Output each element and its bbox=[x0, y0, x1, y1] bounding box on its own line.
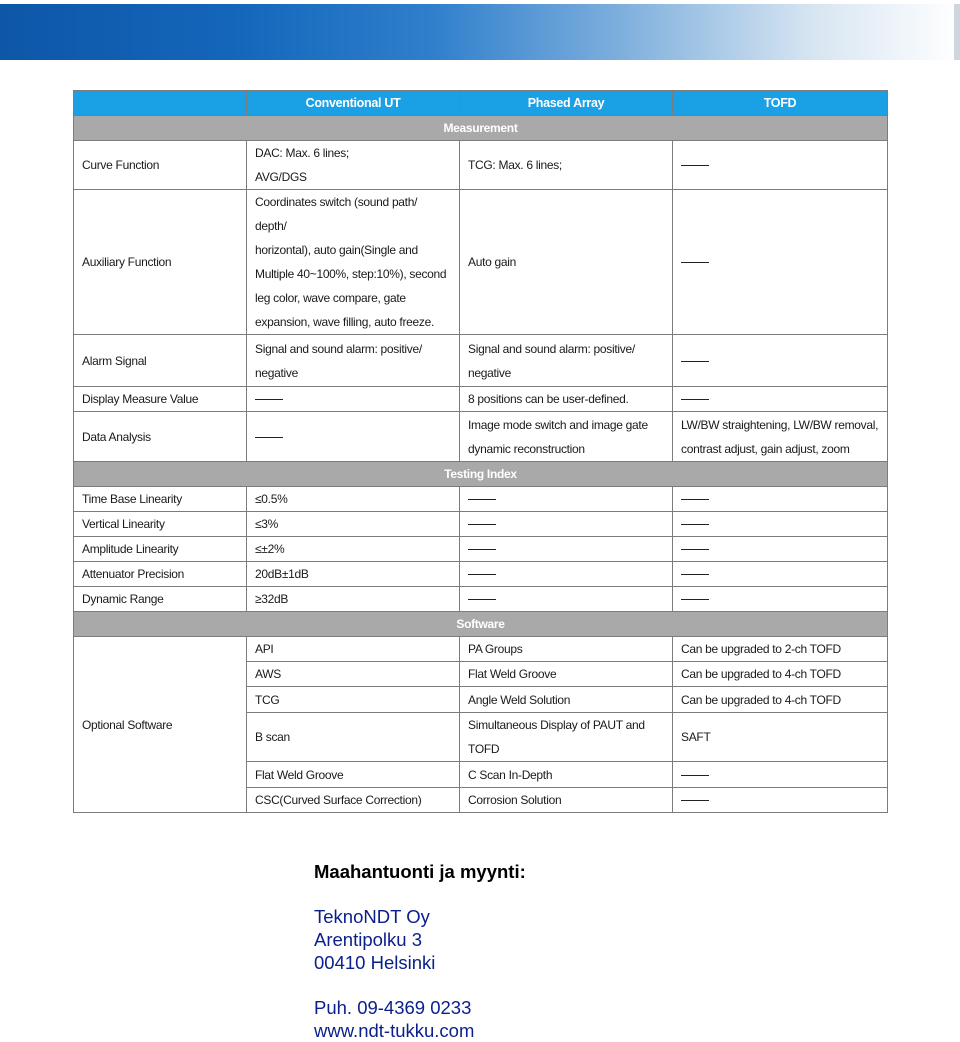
cell-conventional-ut: ≤0.5% bbox=[247, 487, 460, 512]
dash-mark bbox=[468, 524, 496, 525]
dash-mark bbox=[681, 800, 709, 801]
table-row bbox=[74, 141, 888, 190]
cell-line: Corrosion Solution bbox=[468, 793, 562, 807]
cell-conventional-ut bbox=[247, 637, 460, 662]
table-row bbox=[74, 335, 888, 387]
dash-mark bbox=[681, 775, 709, 776]
table-row bbox=[74, 190, 888, 335]
cell-line: AVG/DGS bbox=[255, 170, 307, 184]
cell-phased-array bbox=[460, 387, 673, 412]
cell-line: Signal and sound alarm: positive/ bbox=[255, 341, 422, 356]
cell-conventional-ut bbox=[247, 141, 460, 190]
cell-line: horizontal), auto gain(Single and bbox=[255, 243, 418, 257]
dash-mark bbox=[468, 574, 496, 575]
row-label: Data Analysis bbox=[74, 412, 247, 462]
banner-edge bbox=[954, 4, 960, 60]
cell-line: Can be upgraded to 4-ch TOFD bbox=[681, 692, 841, 707]
cell-phased-array bbox=[460, 412, 673, 462]
cell-line: Flat Weld Groove bbox=[255, 767, 344, 782]
cell-conventional-ut bbox=[247, 387, 460, 412]
cell-phased-array bbox=[460, 788, 673, 813]
cell-conventional-ut bbox=[247, 713, 460, 762]
row-label: Alarm Signal bbox=[74, 335, 247, 387]
cell-tofd bbox=[673, 587, 888, 612]
cell-line: dynamic reconstruction bbox=[468, 441, 585, 456]
cell-line: contrast adjust, gain adjust, zoom bbox=[681, 441, 850, 456]
cell-phased-array bbox=[460, 487, 673, 512]
cell-line: Image mode switch and image gate bbox=[468, 417, 648, 432]
row-label: Curve Function bbox=[74, 141, 247, 190]
row-label: Amplitude Linearity bbox=[74, 537, 247, 562]
cell-tofd bbox=[673, 762, 888, 788]
cell-tofd bbox=[673, 788, 888, 813]
cell-tofd bbox=[673, 335, 888, 387]
cell-conventional-ut bbox=[247, 412, 460, 462]
table-row bbox=[74, 412, 888, 462]
cell-phased-array bbox=[460, 713, 673, 762]
cell-line: Flat Weld Groove bbox=[468, 667, 557, 681]
dash-mark bbox=[681, 549, 709, 550]
header-corner bbox=[74, 91, 247, 116]
dash-mark bbox=[681, 524, 709, 525]
dash-mark bbox=[681, 399, 709, 400]
cell-conventional-ut bbox=[247, 662, 460, 687]
cell-phased-array bbox=[460, 637, 673, 662]
table-row bbox=[74, 387, 888, 412]
cell-line: Multiple 40~100%, step:10%), second bbox=[255, 267, 447, 281]
cell-line: TOFD bbox=[468, 742, 500, 756]
dash-mark bbox=[468, 499, 496, 500]
row-label: Time Base Linearity bbox=[74, 487, 247, 512]
cell-tofd bbox=[673, 562, 888, 587]
dash-mark bbox=[681, 574, 709, 575]
header-phased-array: Phased Array bbox=[460, 91, 673, 116]
cell-line: Angle Weld Solution bbox=[468, 692, 571, 707]
cell-phased-array bbox=[460, 662, 673, 687]
cell-line: negative bbox=[468, 365, 511, 380]
cell-tofd bbox=[673, 713, 888, 762]
cell-phased-array bbox=[460, 190, 673, 335]
dash-mark bbox=[681, 361, 709, 362]
cell-tofd bbox=[673, 190, 888, 335]
cell-line: LW/BW straightening, LW/BW removal, bbox=[681, 417, 879, 432]
company-name: TeknoNDT Oy bbox=[314, 906, 430, 927]
contact-block bbox=[314, 860, 526, 1042]
dash-mark bbox=[255, 437, 283, 438]
top-banner bbox=[0, 4, 960, 60]
street-address: Arentipolku 3 bbox=[314, 929, 422, 950]
table-row bbox=[74, 512, 888, 537]
cell-tofd bbox=[673, 537, 888, 562]
table-row bbox=[74, 562, 888, 587]
cell-line: API bbox=[255, 642, 274, 656]
cell-phased-array bbox=[460, 512, 673, 537]
section-measurement-label: Measurement bbox=[74, 116, 888, 141]
row-label: Auxiliary Function bbox=[74, 190, 247, 335]
row-label: Vertical Linearity bbox=[74, 512, 247, 537]
table-row bbox=[74, 487, 888, 512]
header-conventional-ut: Conventional UT bbox=[247, 91, 460, 116]
section-software-label: Software bbox=[74, 612, 888, 637]
table-row bbox=[74, 537, 888, 562]
cell-tofd bbox=[673, 512, 888, 537]
cell-conventional-ut: ≤±2% bbox=[247, 537, 460, 562]
dash-mark bbox=[255, 399, 283, 400]
cell-tofd bbox=[673, 412, 888, 462]
cell-line: CSC(Curved Surface Correction) bbox=[255, 793, 422, 807]
section-testing-index-label: Testing Index bbox=[74, 462, 888, 487]
cell-line: TCG bbox=[255, 692, 280, 707]
website: www.ndt-tukku.com bbox=[314, 1020, 475, 1041]
cell-tofd bbox=[673, 662, 888, 687]
cell-line: Coordinates switch (sound path/ depth/ bbox=[255, 195, 418, 233]
cell-line: Simultaneous Display of PAUT and bbox=[468, 718, 645, 732]
cell-line: Auto gain bbox=[468, 255, 517, 269]
cell-conventional-ut: ≥32dB bbox=[247, 587, 460, 612]
cell-line: C Scan In-Depth bbox=[468, 767, 553, 782]
header-tofd: TOFD bbox=[673, 91, 888, 116]
cell-phased-array bbox=[460, 587, 673, 612]
cell-conventional-ut bbox=[247, 190, 460, 335]
cell-phased-array bbox=[460, 762, 673, 788]
cell-line: AWS bbox=[255, 667, 281, 681]
cell-line: expansion, wave filling, auto freeze. bbox=[255, 315, 435, 329]
cell-line: 8 positions can be user-defined. bbox=[468, 392, 629, 406]
row-label: Dynamic Range bbox=[74, 587, 247, 612]
cell-line: DAC: Max. 6 lines; bbox=[255, 146, 349, 160]
cell-tofd bbox=[673, 387, 888, 412]
cell-phased-array bbox=[460, 141, 673, 190]
row-label: Display Measure Value bbox=[74, 387, 247, 412]
contact-heading: Maahantuonti ja myynti: bbox=[314, 861, 526, 882]
cell-line: PA Groups bbox=[468, 642, 523, 656]
cell-phased-array bbox=[460, 335, 673, 387]
table-row bbox=[74, 587, 888, 612]
spec-table bbox=[73, 90, 888, 813]
cell-tofd bbox=[673, 141, 888, 190]
cell-line: B scan bbox=[255, 730, 290, 744]
cell-conventional-ut bbox=[247, 762, 460, 788]
dash-mark bbox=[468, 599, 496, 600]
cell-line: TCG: Max. 6 lines; bbox=[468, 158, 562, 172]
cell-tofd bbox=[673, 487, 888, 512]
dash-mark bbox=[681, 499, 709, 500]
cell-phased-array bbox=[460, 562, 673, 587]
section-measurement bbox=[74, 116, 888, 141]
dash-mark bbox=[681, 262, 709, 263]
dash-mark bbox=[468, 549, 496, 550]
row-label: Attenuator Precision bbox=[74, 562, 247, 587]
cell-phased-array bbox=[460, 537, 673, 562]
cell-line: SAFT bbox=[681, 730, 711, 744]
section-testing-index bbox=[74, 462, 888, 487]
phone-number: Puh. 09-4369 0233 bbox=[314, 997, 472, 1018]
cell-line: Can be upgraded to 4-ch TOFD bbox=[681, 667, 841, 681]
city-address: 00410 Helsinki bbox=[314, 952, 436, 973]
cell-line: Can be upgraded to 2-ch TOFD bbox=[681, 642, 841, 656]
cell-conventional-ut: 20dB±1dB bbox=[247, 562, 460, 587]
cell-line: Signal and sound alarm: positive/ bbox=[468, 341, 635, 356]
cell-conventional-ut bbox=[247, 335, 460, 387]
cell-line: leg color, wave compare, gate bbox=[255, 291, 406, 305]
cell-tofd bbox=[673, 687, 888, 713]
dash-mark bbox=[681, 599, 709, 600]
cell-conventional-ut bbox=[247, 687, 460, 713]
dash-mark bbox=[681, 165, 709, 166]
row-label-optional-software: Optional Software bbox=[74, 637, 247, 813]
header-row bbox=[74, 91, 888, 116]
cell-tofd bbox=[673, 637, 888, 662]
cell-conventional-ut: ≤3% bbox=[247, 512, 460, 537]
cell-line: negative bbox=[255, 365, 298, 380]
cell-phased-array bbox=[460, 687, 673, 713]
cell-conventional-ut bbox=[247, 788, 460, 813]
table-row bbox=[74, 637, 888, 662]
section-software bbox=[74, 612, 888, 637]
